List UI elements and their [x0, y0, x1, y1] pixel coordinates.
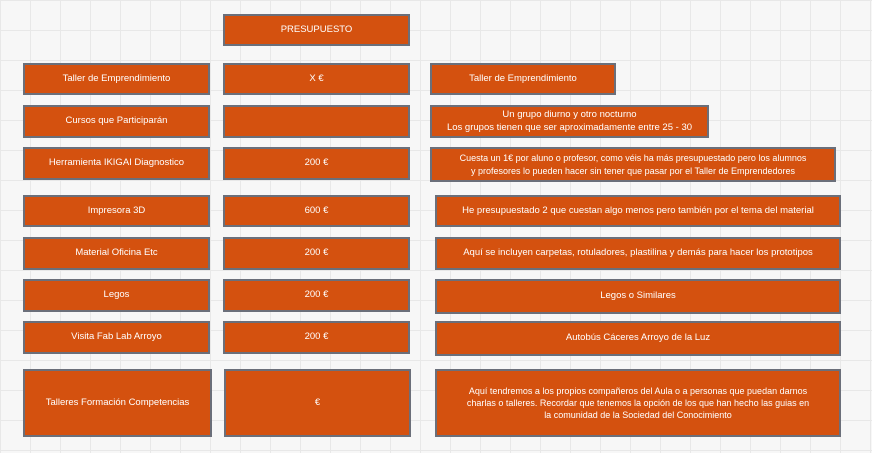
- cost-box-cursos[interactable]: [223, 105, 410, 138]
- note-box-material-oficina[interactable]: [435, 237, 841, 270]
- cost-box-material-oficina[interactable]: [223, 237, 410, 270]
- cost-box-talleres-formacion[interactable]: [224, 369, 411, 437]
- note-label: Autobús Cáceres Arroyo de la Luz: [565, 332, 711, 344]
- note-box-visita-fab-lab[interactable]: [435, 321, 841, 356]
- note-line: charlas o talleres. Recordar que tenemos la opción de los que han hecho las guias en: [466, 397, 810, 408]
- item-box-impresora[interactable]: [23, 195, 210, 227]
- item-box-ikigai[interactable]: [23, 147, 210, 180]
- cost-label: 200 €: [304, 289, 329, 301]
- note-box-legos[interactable]: [435, 279, 841, 314]
- cost-label: 200 €: [304, 331, 329, 343]
- item-box-material-oficina[interactable]: [23, 237, 210, 270]
- item-label: Talleres Formación Competencias: [45, 396, 190, 408]
- note-label: He presupuestado 2 que cuestan algo menos pero también por el tema del material: [462, 204, 814, 216]
- item-label: Legos: [103, 289, 130, 301]
- cost-label: 200 €: [304, 157, 329, 169]
- note-label: Taller de Emprendimiento: [469, 72, 577, 84]
- cost-box-visita-fab-lab[interactable]: [223, 321, 410, 354]
- cost-box-taller-emprendimiento[interactable]: [223, 63, 410, 95]
- note-line: Los grupos tienen que ser aproximadamente entre 25 - 30: [446, 121, 693, 133]
- item-label: Herramienta IKIGAI Diagnostico: [48, 157, 185, 169]
- note-box-taller-emprendimiento[interactable]: [430, 63, 616, 95]
- note-label: Aquí se incluyen carpetas, rotuladores, plastilina y demás para hacer los prototipos: [463, 247, 813, 259]
- note-box-cursos[interactable]: [430, 105, 709, 138]
- note-line: Cuesta un 1€ por aluno o profesor, como véis ha más presupuestado pero los alumnos: [459, 153, 807, 164]
- cost-label: X €: [309, 72, 324, 84]
- item-box-visita-fab-lab[interactable]: [23, 321, 210, 354]
- item-label: Taller de Emprendimiento: [62, 72, 171, 84]
- item-box-talleres-formacion[interactable]: [23, 369, 212, 437]
- cost-box-impresora[interactable]: [223, 195, 410, 227]
- note-line: la comunidad de la Sociedad del Conocimiento: [544, 410, 732, 421]
- cost-box-legos[interactable]: [223, 279, 410, 312]
- cost-box-ikigai[interactable]: [223, 147, 410, 180]
- note-box-ikigai[interactable]: [430, 147, 836, 182]
- note-line: Aquí tendremos a los propios compañeros del Aula o a personas que puedan darnos: [468, 385, 808, 396]
- item-box-taller-emprendimiento[interactable]: [23, 63, 210, 95]
- note-label: Legos o Similares: [600, 290, 676, 302]
- note-line: y profesores lo pueden hacer sin tener que pasar por el Taller de Emprendedores: [470, 165, 796, 176]
- cost-label: 600 €: [304, 204, 329, 216]
- item-label: Cursos que Participarán: [65, 115, 168, 127]
- item-box-cursos[interactable]: [23, 105, 210, 138]
- cost-label: 200 €: [304, 247, 329, 259]
- item-label: Material Oficina Etc: [75, 247, 158, 259]
- item-label: Impresora 3D: [87, 204, 146, 216]
- note-box-impresora[interactable]: [435, 195, 841, 227]
- cost-label: €: [314, 396, 321, 408]
- budget-header-label: PRESUPUESTO: [280, 23, 353, 35]
- budget-header[interactable]: [223, 14, 410, 46]
- note-line: Un grupo diurno y otro nocturno: [502, 108, 637, 120]
- item-label: Visita Fab Lab Arroyo: [71, 331, 162, 343]
- item-box-legos[interactable]: [23, 279, 210, 312]
- note-box-talleres-formacion[interactable]: [435, 369, 841, 437]
